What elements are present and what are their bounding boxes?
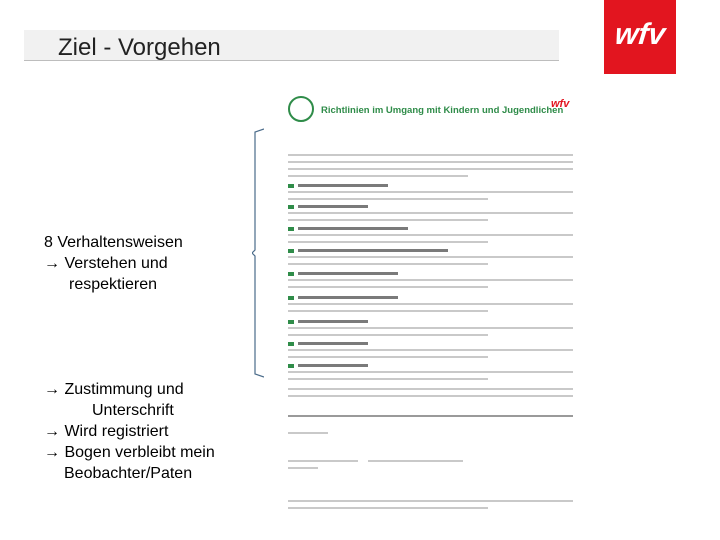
document-text-line (288, 349, 573, 351)
section-heading (298, 249, 448, 252)
section-marker-icon (288, 364, 294, 368)
behavior-line-3: respektieren (69, 276, 158, 293)
document-text-line (368, 460, 463, 462)
section-marker-icon (288, 320, 294, 324)
section-marker-icon (288, 249, 294, 253)
section-marker-icon (288, 227, 294, 231)
section-heading (298, 205, 368, 208)
behavior-line-2: → Verstehen und (44, 255, 168, 272)
document-text-line (288, 303, 573, 305)
document-text-line (288, 415, 573, 417)
document-text-line (288, 432, 328, 434)
section-marker-icon (288, 184, 294, 188)
section-heading (298, 364, 368, 367)
document-text-line (288, 191, 573, 193)
wfv-logo-text: wfv (613, 18, 667, 51)
document-text-line (288, 168, 573, 170)
section-heading (298, 296, 398, 299)
document-text-line (288, 175, 468, 177)
section-marker-icon (288, 272, 294, 276)
section-heading (298, 184, 388, 187)
section-heading (298, 342, 368, 345)
behavior-block (44, 232, 183, 295)
document-text-line (288, 212, 573, 214)
document-text-line (288, 388, 573, 390)
document-text-line (288, 279, 573, 281)
document-text-line (288, 356, 488, 358)
bracket-connector (252, 128, 264, 378)
section-marker-icon (288, 342, 294, 346)
document-text-line (288, 256, 573, 258)
section-heading (298, 272, 398, 275)
document-text-line (288, 467, 318, 469)
section-heading (298, 320, 368, 323)
document-text-line (288, 161, 573, 163)
behavior-line-1: 8 Verhaltensweisen (44, 234, 183, 251)
process-line-2: Unterschrift (92, 402, 174, 419)
document-text-line (288, 310, 488, 312)
slide-title: Ziel - Vorgehen (58, 34, 221, 61)
document-text-line (288, 334, 488, 336)
section-marker-icon (288, 205, 294, 209)
document-wfv-logo: wfv (551, 98, 570, 110)
document-text-line (288, 286, 488, 288)
document-text-line (288, 395, 573, 397)
document-text-line (288, 507, 488, 509)
document-text-line (288, 263, 488, 265)
document-text-line (288, 500, 573, 502)
dfb-logo-icon (288, 96, 314, 122)
section-marker-icon (288, 296, 294, 300)
document-text-line (288, 234, 573, 236)
document-text-line (288, 241, 488, 243)
process-line-5: Beobachter/Paten (64, 465, 193, 482)
document-text-line (288, 460, 358, 462)
process-line-4: → Bogen verbleibt mein (44, 444, 215, 461)
section-heading (298, 227, 408, 230)
process-line-1: → Zustimmung und (44, 381, 184, 398)
document-text-line (288, 219, 488, 221)
document-text-line (288, 378, 488, 380)
process-line-3: → Wird registriert (44, 423, 169, 440)
process-block (44, 379, 215, 484)
guideline-document-thumbnail (283, 92, 578, 532)
document-text-line (288, 154, 573, 156)
document-title: Richtlinien im Umgang mit Kindern und Jugendlichen (321, 105, 564, 116)
document-header (283, 92, 578, 132)
wfv-logo (604, 0, 676, 74)
document-text-line (288, 327, 573, 329)
document-text-line (288, 198, 488, 200)
document-text-line (288, 371, 573, 373)
